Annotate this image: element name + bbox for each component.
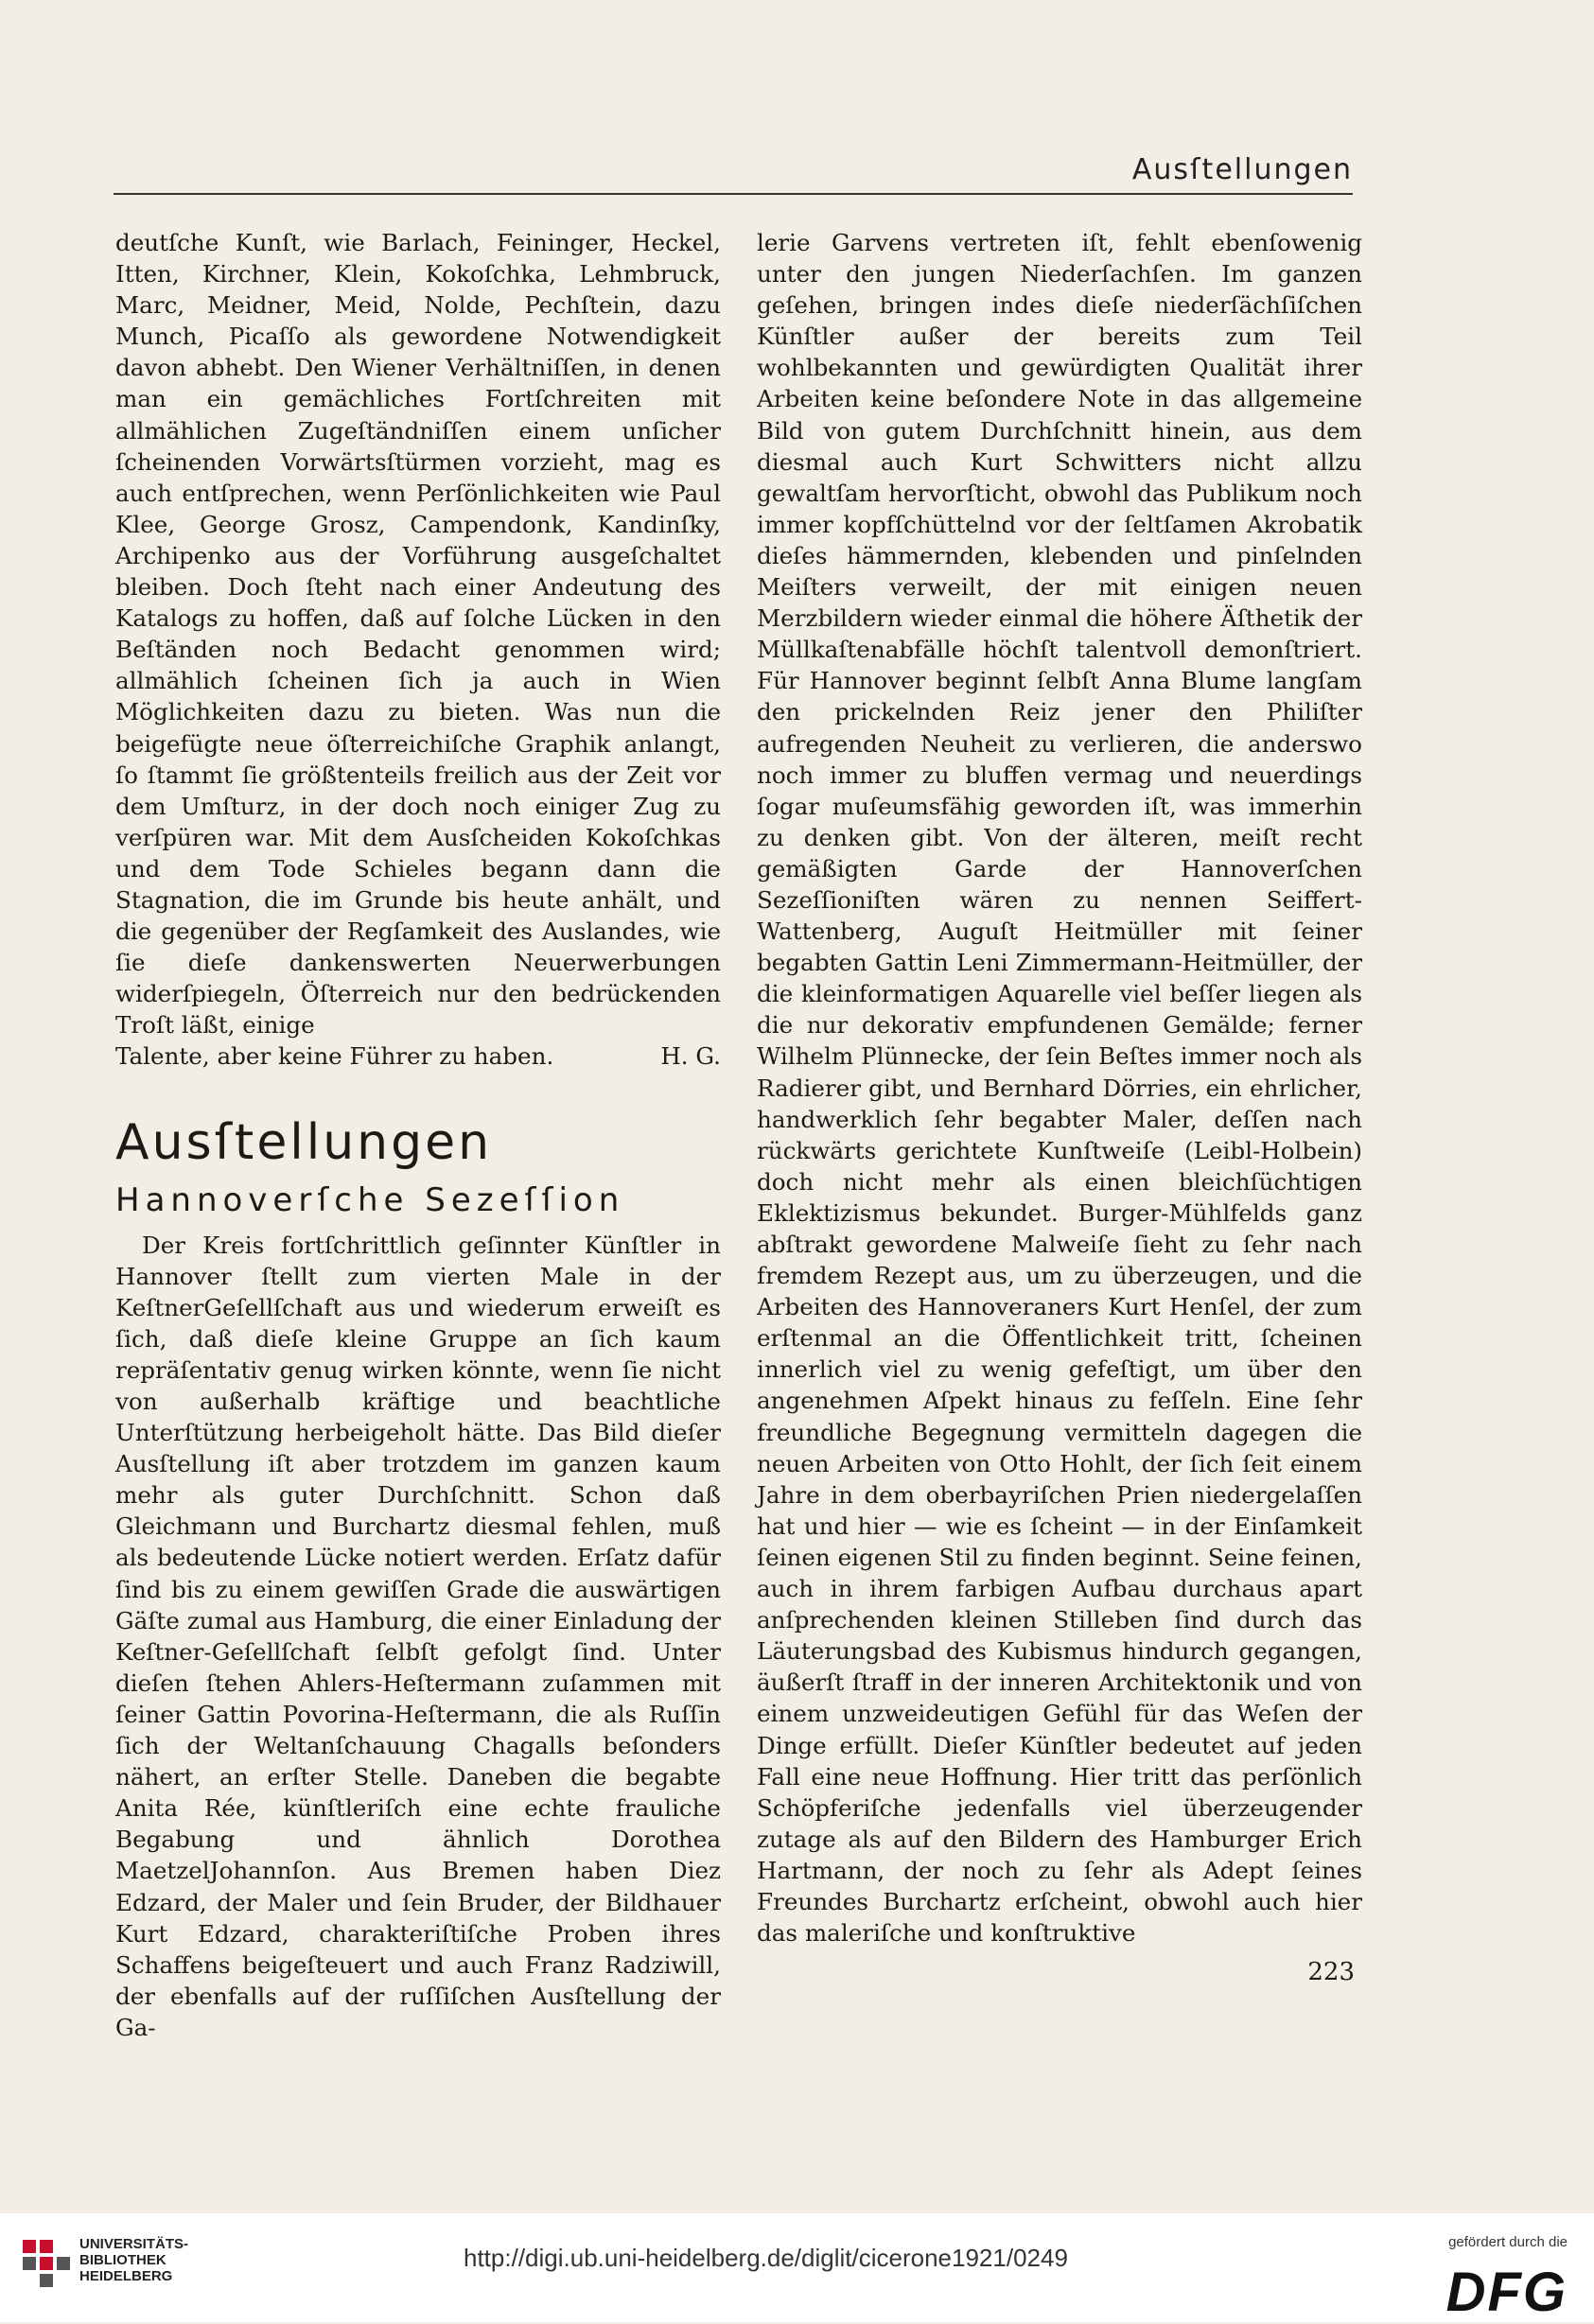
author-signature: H. G.: [660, 1042, 721, 1071]
library-seal-icon: [21, 2234, 78, 2300]
source-url-link[interactable]: http://digi.ub.uni-heidelberg.de/diglit/cicerone1921/0249: [464, 2244, 1068, 2272]
funded-by-label: gefördert durch die: [1448, 2234, 1568, 2250]
dfg-logo: DFG: [1445, 2262, 1568, 2323]
library-name-line: HEIDELBERG: [79, 2268, 173, 2284]
left-column: [115, 227, 721, 2043]
page-number: 223: [1307, 1958, 1355, 1986]
library-name: [79, 2236, 188, 2284]
library-name-line: BIBLIOTHEK: [79, 2252, 166, 2268]
intro-final-line: [115, 1040, 721, 1072]
running-head: Ausſtellungen: [1131, 153, 1353, 186]
section-heading: Ausſtellungen: [115, 1113, 493, 1171]
right-column: [757, 227, 1362, 1948]
article-subheading: Hannoverſche Sezeſſion: [115, 1180, 625, 1219]
intro-last-line: Talente, aber keine Führer zu haben.: [115, 1042, 554, 1071]
intro-paragraph: deutſche Kunſt, wie Barlach, Feininger, Heckel, Itten, Kirchner, Klein, Kokoſchka, Lehmbruck, Marc, Meidner, Meid, Nolde, Pechſtein, dazu Munch, Picaſſo als gewordene Notwendigkeit davon abhebt. Den Wiener Verhältniſſen, in denen man ein gemächliches Fortſchreiten mit allmählichen Zugeſtändniſſen einem unſicher ſcheinenden Vorwärtsſtürmen vorzieht, mag es auch entſprechen, wenn Perſönlichkeiten wie Paul Klee, George Grosz, Campendonk, Kandinſky, Archipenko aus der Vorführung ausgeſchaltet bleiben. Doch ſteht nach einer Andeutung des Katalogs zu hoffen, daß auf ſolche Lücken in den Beſtänden noch Bedacht genommen wird; allmählich ſcheinen ſich ja auch in Wien Möglichkeiten dazu zu bieten. Was nun die beigefügte neue öſterreichiſche Graphik anlangt, ſo ſtammt ſie größtenteils freilich aus der Zeit vor dem Umſturz, in der doch noch einiger Zug zu verſpüren war. Mit dem Ausſcheiden Kokoſchkas und dem Tode Schieles begann dann die Stagnation, die im Grunde bis heute anhält, und die gegenüber der Regſamkeit des Auslandes, wie ſie dieſe dankenswerten Neuerwerbungen widerſpiegeln, Öſterreich nur den bedrückenden Troſt läßt, einige: [115, 229, 721, 1040]
footer-bar: [0, 2213, 1594, 2322]
article-body-left: Der Kreis fortſchrittlich geſinnter Künſtler in Hannover ſtellt zum vierten Male in der KeſtnerGeſellſchaft aus und wiederum erweiſt es ſich, daß dieſe kleine Gruppe an ſich kaum repräſentativ genug wirken könnte, wenn ſie nicht von außerhalb kräftige und beachtliche Unterſtützung herbeigeholt hätte. Das Bild dieſer Ausſtellung iſt aber trotzdem im ganzen kaum mehr als guter Durchſchnitt. Schon daß Gleichmann und Burchartz diesmal fehlen, muß als bedeutende Lücke notiert werden. Erſatz dafür ſind bis zu einem gewiſſen Grade die auswärtigen Gäſte zumal aus Hamburg, die einer Einladung der Keſtner-Geſellſchaft ſelbſt gefolgt ſind. Unter dieſen ſtehen Ahlers-Heſtermann zuſammen mit ſeiner Gattin Povorina-Heſtermann, die als Ruſſin ſich der Weltanſchauung Chagalls beſonders nähert, an erſter Stelle. Daneben die begabte Anita Rée, künſtleriſch eine echte frauliche Begabung und ähnlich Dorothea MaetzelJohannſon. Aus Bremen haben Diez Edzard, der Maler und ſein Bruder, der Bildhauer Kurt Edzard, charakteriſtiſche Proben ihres Schaffens beigeſteuert und auch Franz Radziwill, der ebenfalls auf der ruſſiſchen Ausſtellung der Ga-: [115, 1231, 721, 2041]
header-rule: [114, 193, 1353, 195]
article-body-right: lerie Garvens vertreten iſt, fehlt ebenſowenig unter den jungen Niederſachſen. Im ganzen geſehen, bringen indes dieſe niederſächſiſchen Künſtler außer der bereits zum Teil wohlbekannten und gewürdigten Qualität ihrer Arbeiten keine beſondere Note in das allgemeine Bild von gutem Durchſchnitt hinein, aus dem diesmal auch Kurt Schwitters nicht allzu gewaltſam hervorſticht, obwohl das Publikum noch immer kopfſchüttelnd vor der ſeltſamen Akrobatik dieſes hämmernden, klebenden und pinſelnden Meiſters verweilt, der mit einigen neuen Merzbildern wieder einmal die höhere Äſthetik der Müllkaſtenabfälle höchſt talentvoll demonſtriert. Für Hannover beginnt ſelbſt Anna Blume langſam den prickelnden Reiz jener den Philiſter aufregenden Neuheit zu verlieren, die anderswo noch immer zu bluffen vermag und neuerdings ſogar muſeumsfähig geworden iſt, was immerhin zu denken gibt. Von der älteren, meiſt recht gemäßigten Garde der Hannoverſchen Sezeſſioniſten wären zu nennen Seiffert-Wattenberg, Auguſt Heitmüller mit ſeiner begabten Gattin Leni Zimmermann-Heitmüller, der die kleinformatigen Aquarelle viel beſſer liegen als die nur dekorativ empfundenen Gemälde; ferner Wilhelm Plünnecke, der ſein Beſtes immer noch als Radierer gibt, und Bernhard Dörries, ein ehrlicher, handwerklich ſehr begabter Maler, deſſen nach rückwärts gerichtete Kunſtweiſe (Leibl-Holbein) doch nicht mehr als einen bleichſüchtigen Eklektizismus bekundet. Burger-Mühlfelds ganz abſtrakt gewordene Malweiſe ſieht zu ſehr nach fremdem Rezept aus, um zu überzeugen, und die Arbeiten des Hannoveraners Kurt Henſel, der zum erſtenmal an die Öffentlichkeit tritt, ſcheinen innerlich viel zu wenig gefeſtigt, um über den angenehmen Aſpekt hinaus zu feſſeln. Eine ſehr freundliche Begegnung vermitteln dagegen die neuen Arbeiten von Otto Hohlt, der ſich ſeit einem Jahre in dem oberbayriſchen Prien niedergelaſſen hat und hier — wie es ſcheint — in der Einſamkeit ſeinen eigenen Stil zu finden beginnt. Seine feinen, auch in ihrem farbigen Aufbau durchaus apart anſprechenden kleinen Stilleben ſind durch das Läuterungsbad des Kubismus hindurch gegangen, äußerſt ſtraff in der inneren Architektonik und von einem unzweideutigen Gefühl für das Weſen der Dinge erfüllt. Dieſer Künſtler bedeutet auf jeden Fall eine neue Hoffnung. Hier tritt das perſönlich Schöpferiſche jedenfalls viel überzeugender zutage als auf den Bildern des Hamburger Erich Hartmann, der noch zu ſehr als Adept ſeines Freundes Burchartz erſcheint, obwohl auch hier das maleriſche und konſtruktive: [757, 229, 1362, 1948]
library-name-line: UNIVERSITÄTS-: [79, 2236, 189, 2252]
